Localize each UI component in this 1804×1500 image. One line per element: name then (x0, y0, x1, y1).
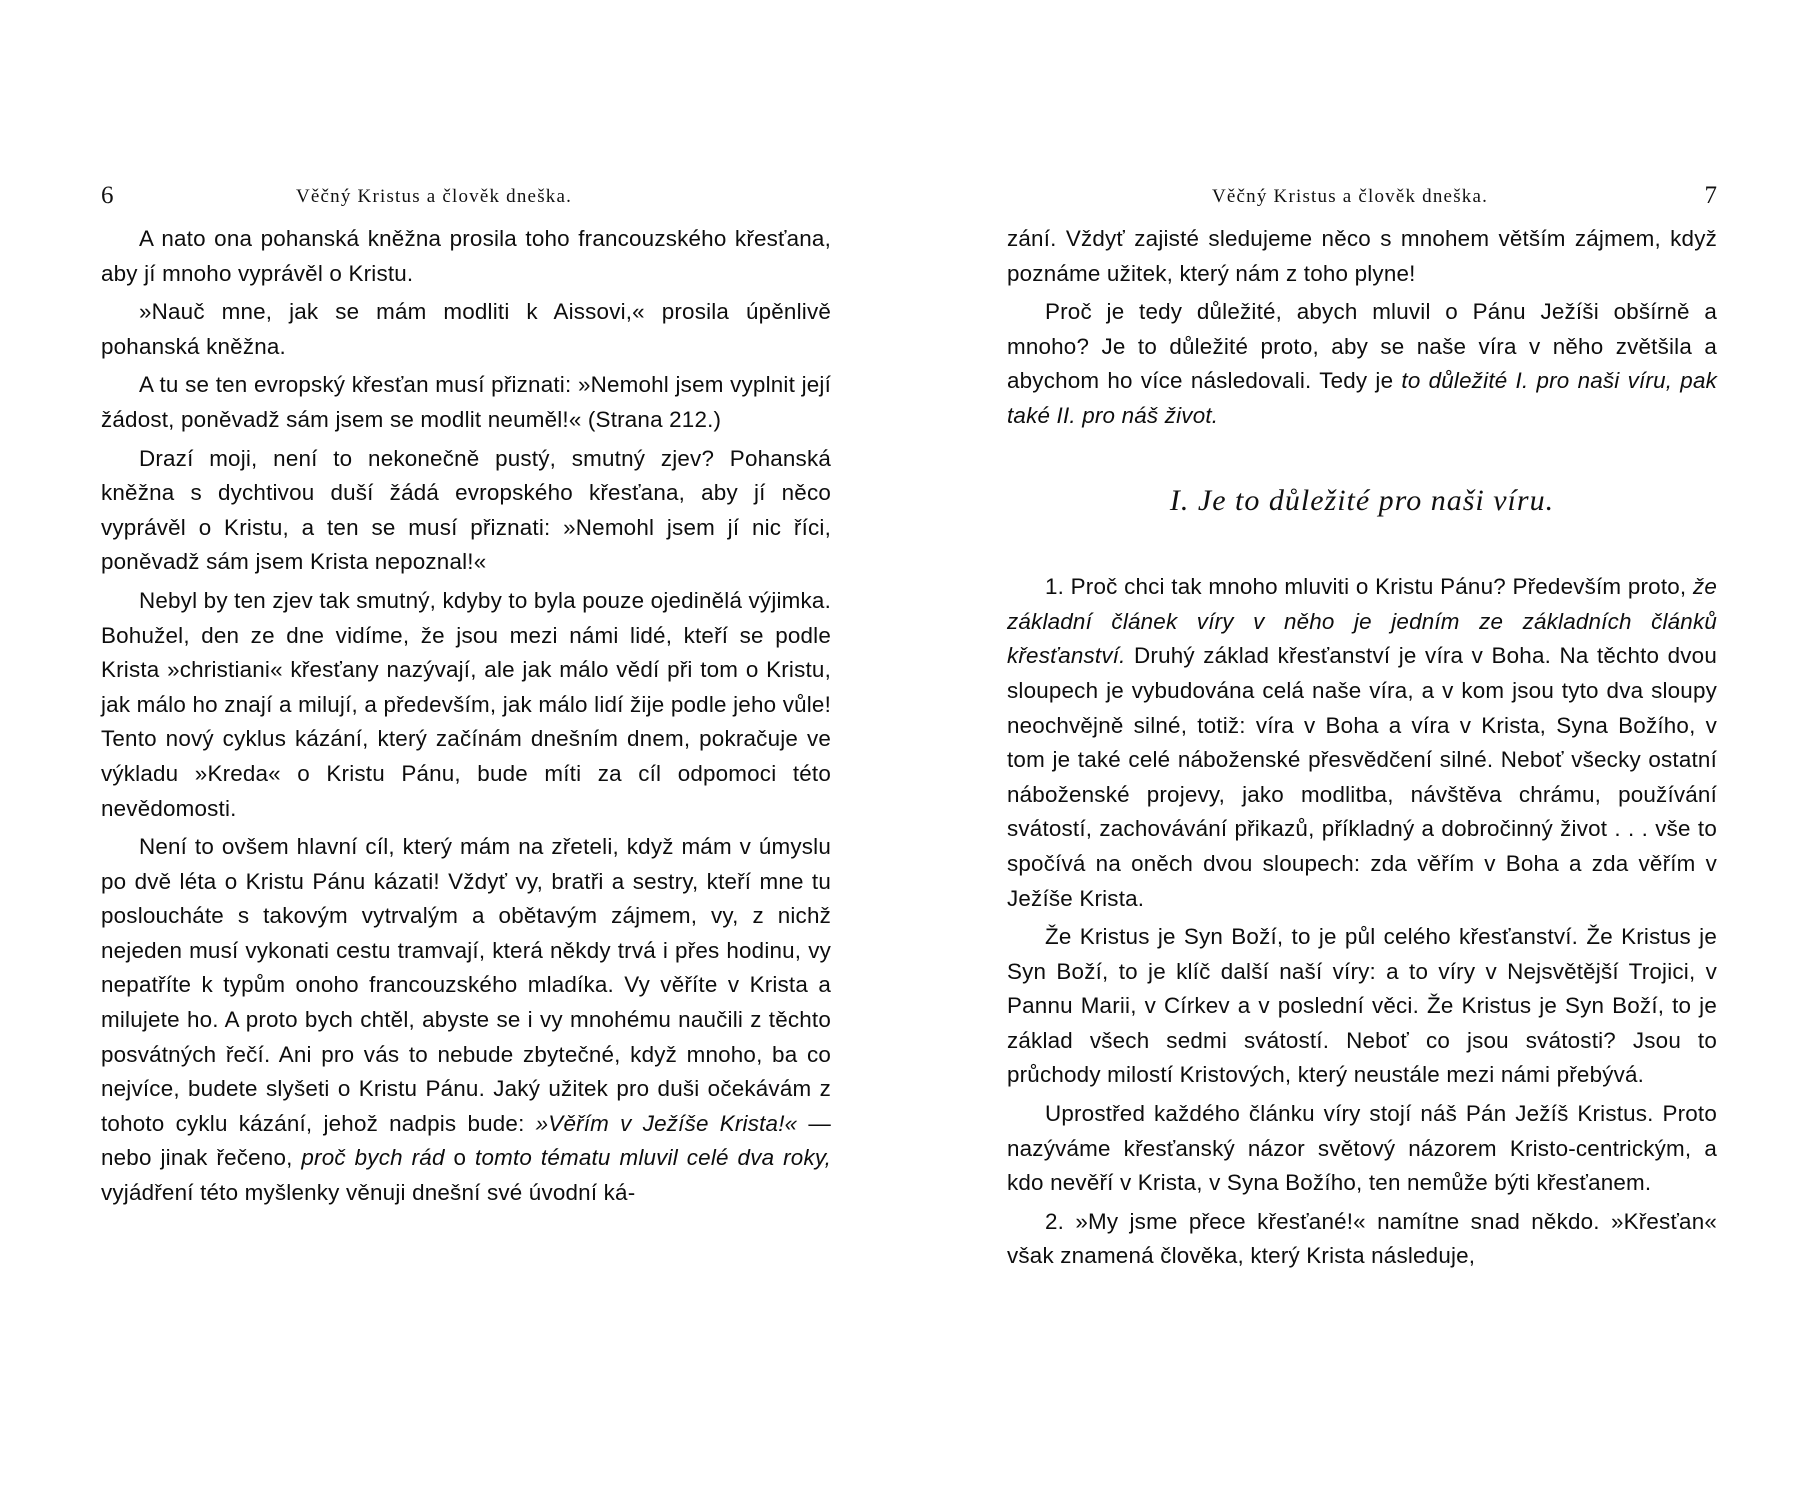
paragraph: Drazí moji, není to nekonečně pustý, smutný zjev? Pohanská kněžna s dychtivou duší žádá evropského křesťana, aby jí něco vyprávěl o Kristu, a ten se musí přiznati: »Nemohl jsem jí nic říci, poněvadž sám jsem Krista nepoznal!« (101, 445, 831, 575)
running-title: Věčný Kristus a člověk dneška. (296, 186, 573, 207)
right-page (1007, 182, 1717, 1462)
left-page (101, 182, 831, 1462)
italic-run: proč bych rád (301, 1145, 445, 1171)
text-run: o (444, 1145, 476, 1171)
text-run: vyjádření této myšlenky věnuji dnešní své úvodní ká- (101, 1180, 636, 1206)
paragraph: Že Kristus je Syn Boží, to je půl celého křesťanství. Že Kristus je Syn Boží, to je klíč další naší víry: a to víry v Nejsvětější Trojici, v Pannu Marii, v Církev a v poslední věci. Že Kristus je Syn Boží, to je základ všech sedmi svátostí. Neboť co jsou svátosti? Jsou to průchody milostí Kristových, který neustále mezi námi přebývá. (1007, 924, 1717, 1088)
paragraph: Nebyl by ten zjev tak smutný, kdyby to byla pouze ojedinělá výjimka. Bohužel, den ze dne vidíme, že jsou mezi námi lidé, kteří se podle Krista »christiani« křesťany nazývají, ale jak málo vědí při tom o Kristu, jak málo ho znají a milují, a především, jak málo lidí žije podle jeho vůle! Tento nový cyklus kázání, který začínám dnešním dnem, pokračuje ve výkladu »Kreda« o Kristu Pánu, bude míti za cíl odpomoci této nevědomosti. (101, 587, 831, 821)
paragraph (1007, 295, 1717, 433)
running-title: Věčný Kristus a člověk dneška. (1212, 186, 1489, 207)
paragraph: zání. Vždyť zajisté sledujeme něco s mnohem větším zájmem, když poznáme užitek, který nám z toho plyne! (1007, 226, 1717, 286)
left-running-head (101, 182, 831, 222)
italic-run: že základní článek víry v něho je jedním ze základních článků křesťanství. (1007, 574, 1717, 669)
paragraph: Uprostřed každého článku víry stojí náš Pán Ježíš Kristus. Proto nazýváme křesťanský názor světový názorem Kristo-centrickým, a kdo nevěří v Krista, v Syna Božího, ten nemůže býti křesťanem. (1007, 1101, 1717, 1196)
italic-run: »Věřím v Ježíše Krista!« (535, 1110, 798, 1136)
paragraph (101, 830, 831, 1211)
right-page-body (1007, 222, 1717, 1274)
page-number: 7 (1704, 182, 1717, 209)
paragraph: A nato ona pohanská kněžna prosila toho francouzského křesťana, aby jí mnoho vyprávěl o Kristu. (101, 226, 831, 286)
paragraph: »Nauč mne, jak se mám modliti k Aissovi,« prosila úpěnlivě pohanská kněžna. (101, 299, 831, 359)
text-run: Proč je tedy důležité, abych mluvil o Pánu Ježíši obšírně a mnoho? Je to důležité proto, aby se naše víra v něho zvětšila a abychom ho více následovali. Tedy je (1007, 299, 1717, 394)
paragraph: 2. »My jsme přece křesťané!« namítne snad někdo. »Křesťan« však znamená člověka, který Krista následuje, (1007, 1208, 1717, 1269)
paragraph (1007, 570, 1717, 916)
text-run: 1. Proč chci tak mnoho mluviti o Kristu Pánu? Především proto, (1045, 574, 1693, 600)
section-heading: I. Je to důležité pro naši víru. (1169, 483, 1555, 517)
text-run: — nebo jinak řečeno, (101, 1110, 831, 1171)
page-number: 6 (101, 182, 114, 209)
left-page-body (101, 222, 831, 1211)
italic-run: tomto tématu mluvil celé dva roky, (475, 1145, 831, 1171)
right-running-head (1007, 182, 1717, 222)
text-run: Druhý základ křesťanství je víra v Boha. Na těchto dvou sloupech je vybudována celá naše víra, a v kom jsou tyto dva sloupy neochvějně silné, totiž: víra v Boha a víra v Krista, Syna Božího, v tom je také celé náboženské přesvědčení silné. Neboť všecky ostatní náboženské projevy, jako modlitba, návštěva chrámu, používání svátostí, zachovávání přikazů, příkladný a dobročinný život . . . vše to spočívá na oněch dvou sloupech: zda věřím v Boha a zda věřím v Ježíše Krista. (1007, 643, 1717, 911)
text-run: Není to ovšem hlavní cíl, který mám na zřeteli, když mám v úmyslu po dvě léta o Kristu Pánu kázati! Vždyť vy, bratři a sestry, kteří mne tu posloucháte s takovým vytrvalým a obětavým zájmem, vy, z nichž nejeden musí vykonati cestu tramvají, která někdy trvá i přes hodinu, vy nepatříte k typům onoho francouzského mladíka. Vy věříte v Krista a milujete ho. A proto bych chtěl, abyste se i vy mnohému naučili z těchto posvátných řečí. Ani pro vás to nebude zbytečné, když mnoho, ba co nejvíce, budete slyšeti o Kristu Pánu. Jaký užitek pro duši očekávám z tohoto cyklu kázání, jehož nadpis bude: (101, 834, 831, 1136)
paragraph: A tu se ten evropský křesťan musí přiznati: »Nemohl jsem vyplnit její žádost, poněvadž sám jsem se modlit neuměl!« (Strana 212.) (101, 372, 831, 432)
italic-run: to důležité I. pro naši víru, pak také II. pro náš život. (1007, 368, 1717, 428)
